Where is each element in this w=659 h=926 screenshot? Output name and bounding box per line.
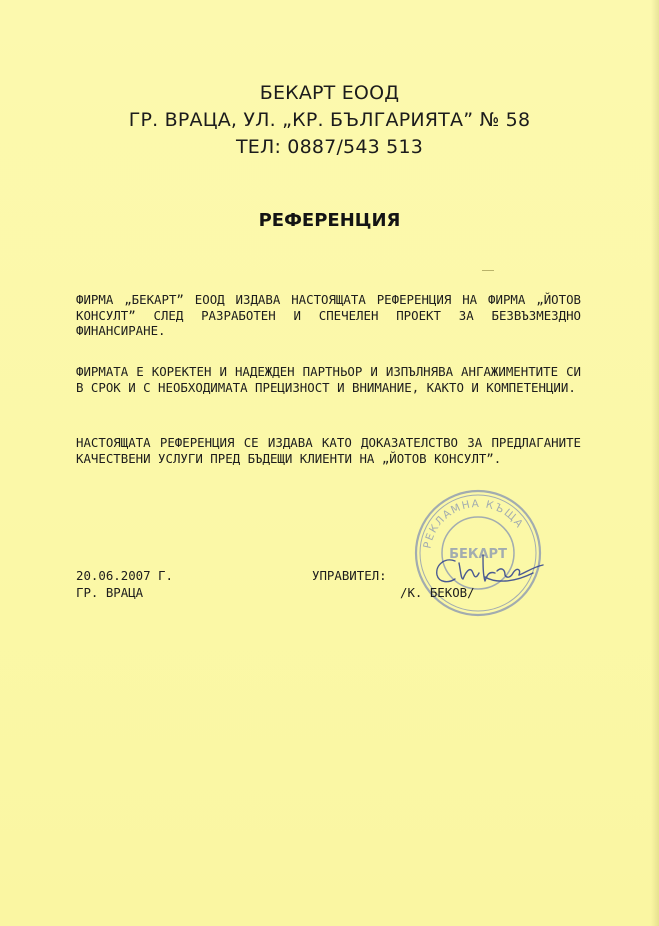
manager-name: /К. БЕКОВ/ [400,585,475,600]
document-date: 20.06.2007 Г. [76,568,173,583]
document-title: РЕФЕРЕНЦИЯ [258,210,401,231]
stamp-center-text: БЕКАРТ [449,547,507,562]
paragraph-2: ФИРМАТА Е КОРЕКТЕН И НАДЕЖДЕН ПАРТНЬОР И ИЗПЪЛНЯВА АНГАЖИМЕНТИТЕ СИ В СРОК И С НЕОБХОДИМАТА ПРЕЦИЗНОСТ И ВНИМАНИЕ, КАКТО И КОМПЕТЕНЦИИ. [76,364,581,395]
company-address: ГР. ВРАЦА, УЛ. „КР. БЪЛГАРИЯТА” № 58 [128,109,531,131]
company-name: БЕКАРТ ЕООД [259,82,400,104]
paragraph-3: НАСТОЯЩАТА РЕФЕРЕНЦИЯ СЕ ИЗДАВА КАТО ДОКАЗАТЕЛСТВО ЗА ПРЕДЛАГАНИТЕ КАЧЕСТВЕНИ УСЛУГИ ПРЕД БЪДЕЩИ КЛИЕНТИ НА „ЙОТОВ КОНСУЛТ”. [76,435,581,466]
stamp-ring-text: РЕКЛАМНА КЪЩА [421,497,526,550]
company-phone: ТЕЛ: 0887/543 513 [235,136,424,158]
document-city: ГР. ВРАЦА [76,585,144,600]
scan-mark [482,270,494,271]
paragraph-1: ФИРМА „БЕКАРТ” ЕООД ИЗДАВА НАСТОЯЩАТА РЕФЕРЕНЦИЯ НА ФИРМА „ЙОТОВ КОНСУЛТ” СЛЕД РАЗРАБОТЕН И СПЕЧЕЛЕН ПРОЕКТ ЗА БЕЗВЪЗМЕЗДНО ФИНАНСИРАНЕ. [76,292,581,338]
manager-label: УПРАВИТЕЛ: [312,568,387,583]
